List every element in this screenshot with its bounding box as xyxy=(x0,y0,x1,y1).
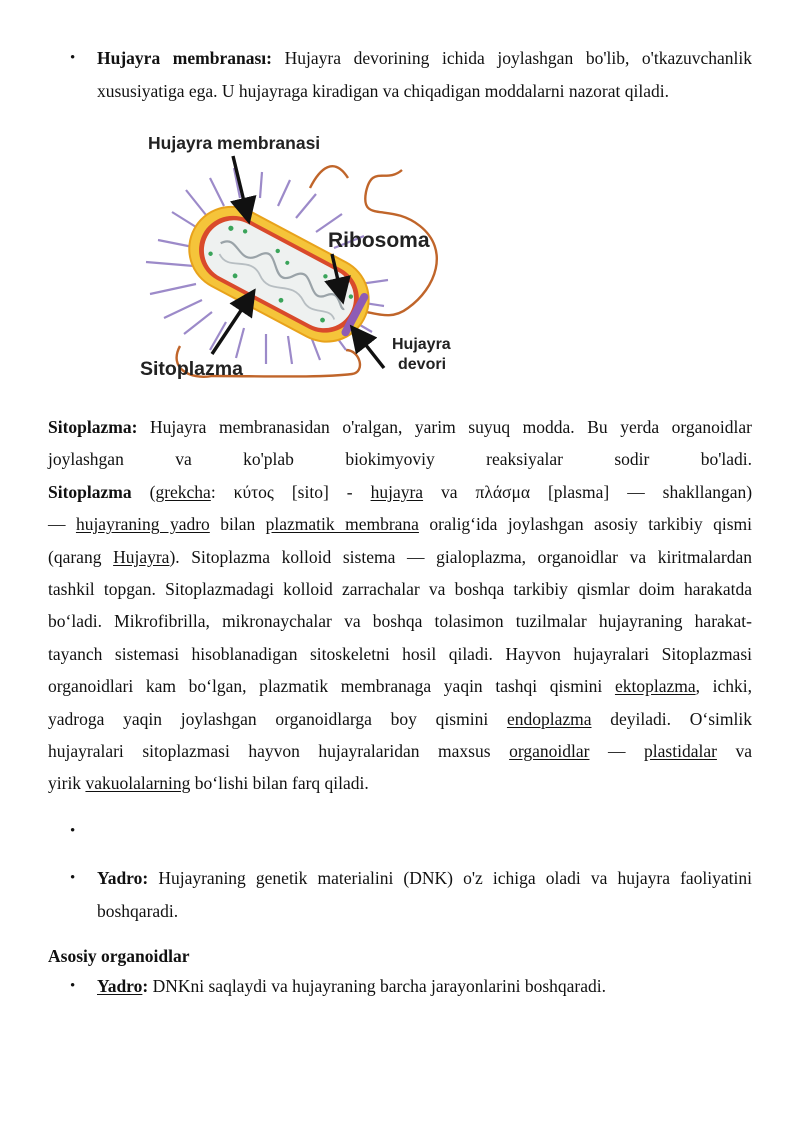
text-fragment: yirik xyxy=(48,773,86,794)
text-fragment: - xyxy=(346,481,371,502)
text-fragment: organoidlari kam boʻlgan, plazmatik membranaga yaqin tashqi qismini xyxy=(48,676,615,697)
text-fragment: hujayralari sitoplazmasi hayvon hujayralaridan maxsus xyxy=(48,741,510,762)
text-fragment: yadroga yaqin joylashgan organoidlarga boy qismini xyxy=(48,708,507,729)
link-hujayra-2[interactable]: Hujayra xyxy=(113,546,170,567)
term-nucleus: Yadro: xyxy=(97,868,149,888)
bacterial-cell-diagram xyxy=(120,128,480,386)
bullet-marker: • xyxy=(70,978,76,994)
arrow-cytoplasm xyxy=(212,294,252,354)
text-fragment: — xyxy=(627,481,645,502)
term-cell-membrane: Hujayra membranası: xyxy=(97,48,272,68)
link-organoidlar[interactable]: organoidlar xyxy=(509,741,590,762)
bullet-nucleus xyxy=(48,862,752,928)
text-fragment: shakllangan) xyxy=(662,481,753,502)
cell-body xyxy=(174,192,383,356)
term-cytoplasm-2: Sitoplazma xyxy=(48,481,132,502)
paragraph-line: tashkil topgan. Sitoplazmadagi kolloid zarrachalar va boshqa tarkibiy qismlar doim harakatda xyxy=(48,579,752,600)
link-plazmatik-membrana[interactable]: plazmatik membrana xyxy=(265,514,419,535)
text-fragment: va xyxy=(716,741,752,762)
text-fragment: oraligʻida joylashgan asosiy tarkibiy qismi xyxy=(418,514,752,535)
definition-cell-membrane: Hujayra devorining ichida joylashgan bo'lib, o'tkazuvchanlik xususiyatiga ega. U hujayraga kiradigan va chiqadigan moddalarni nazorat qiladi. xyxy=(97,48,752,101)
text-fragment: : κύτος [sito] xyxy=(210,481,329,502)
bullet-text xyxy=(97,42,752,108)
definition-yadro: DNKni saqlaydi va hujayraning barcha jarayonlarini boshqaradi. xyxy=(152,976,606,996)
label-cell-membrane: Hujayra membranasi xyxy=(148,133,321,153)
label-cytoplasm: Sitoplazma xyxy=(140,358,243,380)
link-hujayra[interactable]: hujayra xyxy=(370,481,424,502)
text-fragment: ( xyxy=(149,481,156,502)
text-fragment: deyiladi. Oʻsimlik xyxy=(591,708,752,729)
bullet-marker: • xyxy=(70,50,76,66)
label-ribosome: Ribosoma xyxy=(328,229,430,252)
link-grekcha[interactable]: grekcha xyxy=(155,481,211,502)
text-fragment: — xyxy=(48,514,76,535)
bullet-marker: • xyxy=(70,823,76,839)
paragraph-line: joylashgan va ko'plab biokimyoviy reaksiyalar sodir bo'ladi. xyxy=(48,449,752,470)
link-plastidalar[interactable]: plastidalar xyxy=(644,741,717,762)
bullet-text xyxy=(97,970,752,1003)
text-fragment: boʻlishi bilan farq qiladi. xyxy=(190,773,369,794)
term-colon: : xyxy=(142,976,149,996)
arrow-cell-wall xyxy=(354,330,384,368)
text-fragment: va πλάσμα [plasma] xyxy=(423,481,610,502)
section-heading: Asosiy organoidlar xyxy=(48,946,190,966)
paragraph-line: tayanch sistemasi hisoblanadigan sitoskeletni hosil qiladi. Hayvon hujayralari Sitoplazmasi xyxy=(48,643,752,664)
cytoplasm-definition: Hujayra membranasidan o'ralgan, yarim suyuq modda. Bu yerda organoidlar xyxy=(150,417,752,437)
link-endoplazma[interactable]: endoplazma xyxy=(506,708,592,729)
text-fragment: (qarang xyxy=(48,546,114,567)
text-fragment: — xyxy=(589,741,645,762)
paragraph-line: boʻladi. Mikrofibrilla, mikronaychalar va boshqa tolasimon tuzilmalar hujayraning harakat- xyxy=(48,611,752,632)
text-fragment: , ichki, xyxy=(695,676,753,697)
term-cytoplasm: Sitoplazma: xyxy=(48,417,138,437)
link-yadro[interactable]: Yadro xyxy=(97,976,143,996)
cytoplasm-paragraph xyxy=(48,411,752,800)
text-fragment: ). Sitoplazma kolloid sistema — gialoplazma, organoidlar va kiritmalardan xyxy=(169,546,752,567)
flagellum-top xyxy=(310,166,348,188)
link-hujayraning-yadro[interactable]: hujayraning yadro xyxy=(75,514,210,535)
link-vakuolalarning[interactable]: vakuolalarning xyxy=(85,773,191,794)
text-fragment: bilan xyxy=(209,514,266,535)
bullet-nucleus-organoid xyxy=(48,970,752,1003)
label-cell-wall-line1: Hujayra xyxy=(392,336,451,353)
bullet-cell-membrane xyxy=(48,42,752,108)
link-ektoplazma[interactable]: ektoplazma xyxy=(614,676,696,697)
bullet-text xyxy=(97,862,752,928)
label-cell-wall-line2: devori xyxy=(398,356,447,373)
definition-nucleus: Hujayraning genetik materialini (DNK) o'z ichiga oladi va hujayra faoliyatini boshqaradi. xyxy=(97,868,752,921)
bullet-marker: • xyxy=(70,870,76,886)
